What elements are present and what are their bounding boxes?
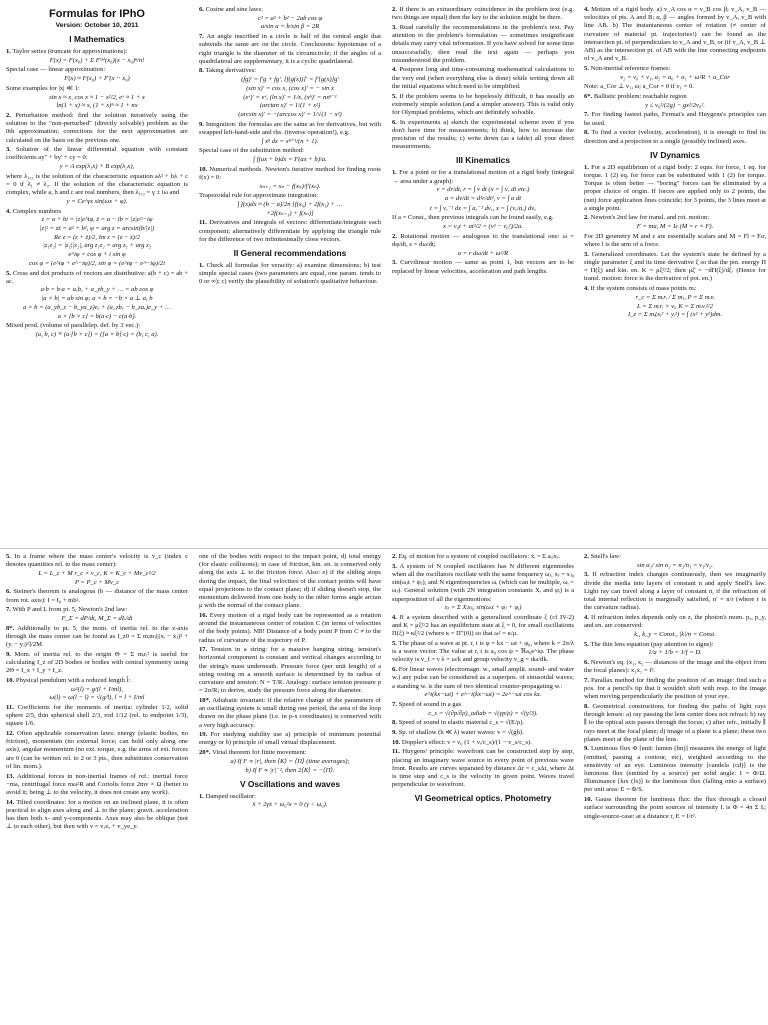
formula-item [392,614,574,639]
formula-line: a·b = b·a = aₓbₓ + a_yb_y + … = ab cos φ [40,286,154,294]
item-text: Speed of sound in a gas [398,700,462,708]
item-number: 6. [584,658,589,666]
section-heading-optics: VI Geometrical optics. Photometry [414,793,552,804]
formula-line: |a × b| = ab sin φ; a × b = −b × a ⊥ a, b [41,295,153,303]
item-number: 7. [584,676,589,684]
formula-item [584,251,766,284]
column-8 [584,553,766,1025]
formula-item [199,553,381,610]
formula-item [392,205,574,213]
item-text: Virial theorem for finite movement: [212,749,307,757]
item-text: With P and L from pt. 5, Newton's 2nd law: [12,606,128,614]
formula-item [392,259,574,275]
item-text: Numerical methods. Newton's iterative method for finding roots f(x) = 0: [199,165,381,181]
formula-item [392,701,574,718]
item-text: Gauss theorem for luminous flux: the flux through a closed surface surrounding the point sources of intensity Iᵢ is Φ = 4π Σ Iᵢ; single-source-case: at a distance r, E = I/r². [584,796,766,820]
item-number: 9. [584,745,589,753]
formula-item [6,677,188,703]
formula-line: P = P_c + Mv_c [74,578,120,586]
item-text: For linear waves (electromagn. w., small amplit. sound- and water w.) any pulse can be considered as a superpos. of sinusoidal waves; a standing w. is the sum of two identical counter-propagating w.: [392,666,574,690]
item-number: 17. [199,646,208,654]
item-number: 1. [392,169,397,177]
section-heading-math: I Mathematics [69,34,125,44]
item-number: 9. [199,120,204,128]
item-number: 18*. [199,696,211,704]
formula-line: ω²(l) = g/(l + I/ml), [71,685,123,693]
item-text: If refraction index changes continuously, then we imaginarily divide the media into layers of constant n and apply Snell's law. Light ray can travel along a layer of constant n, if the refraction of total internal reflection is marginally satisfied, n′ = n/r (where r is the curvature radius). [584,571,766,612]
formula-line: (eˣ)′ = eˣ, (ln x)′ = 1/x, (xⁿ)′ = nxⁿ⁻¹ [243,93,337,101]
sheet-bottom-half [0,548,768,1025]
item-text: Taylor series (truncate for approximations): [12,48,128,55]
document-version: Version: October 10, 2011 [55,22,139,29]
formula-item [199,166,381,191]
formula-item [6,588,188,604]
section-heading-oscillations: V Oscillations and waves [239,778,341,789]
formula-item [199,6,381,32]
formula-line: a × [b × c] = b(a·c) − c(a·b). [57,312,137,320]
item-text: Steiner's theorem is analogous (b — distance of the mass center from rot. axis): I = I₀ + mb². [6,588,188,604]
item-text: Physical pendulum with a reduced length l̃: [15,676,131,684]
item-text: Parallax method for finding the position of an image: find such a pos. for a pencil's tip that it wouldn't shift with resp. to the image when moving perpendicularly the position of your eye. [584,676,766,701]
item-number: 8*. [6,624,15,632]
item-text: Every motion of a rigid body can be represented as a rotation around the instantaneous center of rotation C (in terms of velocities of the body points). NB! Distance of a body point P from C ≠ to the radius of curvature of the trajectory of P. [199,611,381,644]
item-text: Doppler's effect: ν = ν₀ (1 + vᵢ/c_s)/(1 − v_s/c_s). [401,738,532,746]
column-items [6,48,188,339]
item-text: If a = Const., then previous integrals can be found easily, e.g. [392,214,554,222]
item-text: Newton's 2nd law for transl. and rot. motion: [590,214,710,222]
item-text: Derivatives and integrals of vectors: differentiate/integrate each component; alternatively differentiate by applying the triangle rule for the difference of two infinitesimally close vectors. [199,219,381,243]
formula-line: xⱼ = Σ Xᵢxⱼ₀ sin(ωᵢt + φⱼ + φᵢ) [444,604,522,612]
item-number: 11. [6,703,14,711]
column-items [6,553,188,832]
formula-line: a × b = (a_yb_z − b_ya_z)eₓ + (a_zbₓ − b_zaₓ)e_y + … [23,303,171,311]
formula-item [584,614,766,639]
item-text: Integration: the formulas are the same as for derivatives, but with swapped left-hand-side and rhs. (inverse operation!), e.g. [199,120,381,136]
formula-item [199,33,381,66]
item-number: 10. [392,738,401,746]
item-text: A system of N coupled oscillators has N different eigenmodes when all the oscillators oscillate with the same frequency ωⱼ, xⱼ = xⱼ₀ sin(ωⱼt + φⱼ), and N eigenfrequencies ωᵢ (which can be multiple, ωᵢ = ωⱼ). General solution (with 2N integration constants Xᵢ and φᵢ) is a superposition of all the eigenmotions: [392,562,574,603]
formula-line: e^iφ = cos φ + i sin φ [68,251,126,259]
item-text: Some examples for |x| ≪ 1: [6,84,80,92]
formula-item [392,719,574,727]
formula-line: y = Ce^γx sin(ωx + φ). [66,197,128,205]
formula-item [6,146,188,171]
item-text: For a point or for a translational motion of a rigid body (integral → area under a graph): [392,169,574,185]
item-text: Complex numbers [12,207,62,215]
item-number: 16. [199,611,208,619]
item-number: 5. [6,553,11,560]
formula-line: c_s = √(∂p/∂ρ)_adiab = √(γp/ρ) = √(γ/3). [428,709,538,717]
item-text: Tension in a string: for a massive hanging string, tension's horizontal component is constant and vertical changes according to the string's mass underneath. Pressure force (per unit length) of a string resting on a smooth surface is determined by its radius of curvature and tension: N = T/R. Analogy: surface tension pressure p = 2σ/R; to derive, study the pressure force along the diameter. [199,646,381,695]
item-number: 4. [584,613,589,621]
item-text: Tilted coordinates: for a motion on an inclined plane, it is often practical to align axes along and ⊥ to the plane; gravit. acceleration has then both x- and y-components. Axes may also be oblique (not ⊥ to each other), but then with v = vₓeₓ + v_ye_y. [6,798,188,831]
item-text: Mom. of inertia rel. to the origin Θ = Σ mᵢrᵢ² is useful for calculating I_z of 2D bodies or bodies with central symmetry using 2Θ = I_x + I_y + I_z. [6,650,188,675]
formula-item [199,121,381,146]
formula-item [392,748,574,789]
formula-line: L = Σ mᵢrᵢ × vᵢ, K = Σ mᵢvᵢ²/2 [637,302,713,310]
formula-item [392,553,574,561]
formula-item [6,112,188,145]
formula-line: 1/a + 1/b = 1/f = D. [648,649,702,657]
formula-line: (sin x)′ = cos x, (cos x)′ = − sin x [246,84,334,92]
formula-line: ln(1 + x) ≈ x, (1 + x)ⁿ ≈ 1 + nx [56,102,138,110]
item-number: 1. [199,792,204,800]
item-number: 14. [6,798,15,806]
formula-item [6,322,188,339]
formula-item [6,606,188,623]
item-text: The thin lens equation (pay attention to signs): [590,640,714,648]
item-number: 2. [392,6,397,13]
formula-line: a) If F ∝ |r|, then ⟨K⟩ = ⟨Π⟩ (time averages); [230,757,350,765]
item-text: Postpone long and time-consuming mathematical calculations to the very end (when everything else is done) while writing down all the initial equations which need to be simplified. [392,66,574,90]
formula-item [199,612,381,645]
item-text: where λ₁,₂ is the solution of the characteristic equation aλ² + bλ + c = 0 if λ₁ ≠ λ₂. If the solution of the characteristic equation is complex, while a, b and c are real numbers, then λ₁,₂ = γ ± iω and [6,172,188,197]
item-text: Special case of the substitution method: [199,147,304,155]
formula-item [392,169,574,203]
item-text: Special case — linear approximation: [6,66,106,74]
column-items [392,6,574,276]
formula-line: F_Σ = dP/dt, M_Σ = dL/dt [61,614,133,622]
formula-line: I_z = Σ mᵢ(xᵢ² + yᵢ²) = ∫ (x² + y²)dm. [627,311,723,319]
formula-item [6,85,188,111]
formula-item [584,164,766,213]
item-text: Curvilinear motion — same as point 1, but vectors are to be replaced by linear velocities, acceleration and path lengths. [392,259,574,275]
formula-line: z = a + bi = |z|e^iφ, z̄ = a − ib = |z|e^−iφ [41,216,153,224]
formula-item [6,48,188,65]
item-text: Damped oscillator: [205,792,256,800]
column-7 [392,553,574,1025]
item-number: 19. [199,731,208,739]
formula-item [6,730,188,771]
formula-line: F(x) ≈ F(x₀) + F′(x − x₀) [64,75,130,83]
item-number: 5. [584,640,589,648]
formula-item [199,67,381,119]
section-heading-general: II General recommendations [233,247,347,258]
item-number: 2. [392,553,397,560]
item-text: Eq. of motion for a system of coupled oscillators: ẍᵢ = Σ aᵢⱼxⱼ. [398,553,561,560]
item-number: 6. [199,6,204,13]
formula-item [392,6,574,22]
formula-item [392,666,574,699]
item-number: 7. [584,111,589,119]
formula-item [584,553,766,570]
formula-line: t = ∫ vₓ⁻¹ dx = ∫ aₓ⁻¹ dvₓ, x = ∫ (vₓ/aₓ) dvₓ [429,204,537,212]
formula-line: cos φ = (e^iφ + e^−iφ)/2, sin φ = (e^iφ − e^−iφ)/2i [29,259,165,267]
item-text: one of the bodies with respect to the impact point, d) total energy (for elastic collisions); in case of friction, kin. en. is conserved only along the axis ⊥ to the friction force. Also: e) if the sliding stops during the impact, the final velocities of the contact points will have equal projections to the contact plane; d) if sliding doesn't stop, the momentum delivered from one body to the other forms angle arctan μ with the normal of the contact plane. [199,553,381,610]
item-number: 2. [584,214,589,222]
formula-line: v₂ = v₀ + v₁, a₂ = a₀ + a₁ + ω²R + a_Cor [620,73,730,81]
formula-item [6,270,188,321]
item-text: Cosine and sine laws: [205,6,263,13]
formula-item [392,233,574,258]
column-6 [199,553,381,1025]
formula-item [584,285,766,319]
formula-line: ∫ xⁿ dx = xⁿ⁺¹/(n + 1). [261,137,319,145]
formula-item [199,262,381,287]
formula-line: xₙ₊₁ = xₙ − f(xₙ)/f′(xₙ). [259,182,321,190]
item-number: 10. [584,796,593,804]
item-text: Generalized coordinates. Let the system's state be defined by a single parameter ξ and its time derivative ξ̇ so that the pot. energy Π = Π(ξ) and kin. en. K = μξ̇²/2; then μξ̈ = −dΠ(ξ)/dξ. (Hence for transl. motion: force is the derivative of pot. en.) [584,250,766,283]
formula-item [392,66,574,91]
item-text: For finding fastest paths, Fermat's and Huygens's principles can be used. [584,111,766,127]
item-text: If there is an extraordinary coincidence in the problem text (e.g. two things are equal) then the key to the solution might be there. [392,6,574,22]
item-number: 6*. [584,93,593,101]
section-heading-dynamics: IV Dynamics [650,149,700,160]
formula-item [584,677,766,702]
formula-item [584,83,766,91]
item-number: 13. [6,772,15,780]
item-number: 3. [584,250,589,258]
item-number: 4. [584,6,589,13]
column-2 [199,6,381,544]
item-text: To find a vector (velocity, acceleration), it is enough to find its direction and a projection to a single (possibly inclined) axes. [584,129,766,145]
formula-line: |z₁z₂| = |z₁||z₂|, arg z₁z₂ = arg z₁ + arg z₂ [43,242,151,250]
formula-item [6,173,188,206]
formula-item [392,214,574,231]
formula-line: +2f(xₙ₋₁) + f(xₙ)] [266,209,314,217]
formula-line: kₓ, k_y = Const., |k|/n = Const. [634,630,716,638]
item-number: 5. [392,640,397,648]
document-title: Formulas for IPhO [49,8,145,20]
item-text: For a 2D equilibrium of a rigid body: 2 eqns. for force, 1 eq. for torque. 1 (2) eq. for force can be substituted with 1 (2) for torque. Torque is often better — "boring" forces can be eliminated by a proper choice of origin. If forces are applied only to 2 points, the (net) force application lines coincide; for 3 points, the 3 lines meet at a single point. [584,163,766,212]
formula-line: (arctan x)′ = 1/(1 + x²) [259,102,321,110]
formula-item [584,6,766,63]
formula-item [584,703,766,744]
item-text: Read carefully the recommendations in the problem's text. Pay attention to the problem's formulation — sometimes insignificant details may carry vital information. If you have solved for some time unsuccessfully, then read the text again — perhaps you misunderstood the problem. [392,23,574,64]
item-number: 20*. [199,749,211,757]
column-items [199,6,381,287]
item-text: If the system consists of mass points mᵢ: [590,285,697,293]
formula-item [6,66,188,83]
formula-item [6,651,188,676]
item-number: 8. [584,702,589,710]
formula-line: e^i(kx−ωt) + e^−i(kx−ωt) = 2e^−ωt cos kx. [424,691,542,699]
formula-line: sin α₁/ sin α₂ = n₂/n₁ = v₁/v₂. [636,561,714,569]
formula-line: c² = a² + b² − 2ab cos φ [257,14,323,22]
item-number: 3. [6,146,11,154]
item-text: Often applicable conservation laws: energy (elastic bodies, no friction), momentum (no external force; can hold only along one axis), angular momentum (no ext. torque, e.g. the arms of ext. forces are 0 (can be written rel. to 2 or 3 pts., then substitutes conservation of lin. mom.). [6,730,188,770]
column-3 [392,6,574,544]
item-text: Snell's law: [590,553,621,560]
item-number: 1. [584,163,589,171]
item-number: 10. [199,165,208,173]
formula-item [6,625,188,650]
formula-line: sin x ≈ x, cos x ≈ 1 − x²/2, eˣ ≈ 1 + x [49,93,145,101]
formula-line: r_c = Σ mᵢrᵢ / Σ mⱼ, P = Σ mᵢvᵢ [635,293,715,301]
formula-item [392,563,574,613]
formula-line: ∫ f(x)dx ≈ (b − a)/2n [f(x₀) + 2f(x₁) + … [237,200,343,208]
section-heading-kinematics: III Kinematics [456,155,510,166]
formula-item [392,729,574,737]
item-number: 5. [584,64,589,72]
formula-line: b) If F ∝ |r|⁻², then 2⟨K⟩ = −⟨Π⟩. [245,766,335,774]
item-number: 4. [584,285,589,293]
formula-item [584,659,766,675]
formula-line: ω(l) = ω(l̃ − l) = √(g/l̃), l̃ = l + I/ml [49,694,145,702]
formula-item [6,208,188,268]
item-number: 4. [392,613,397,621]
formula-item [584,111,766,127]
item-text: Taking derivatives: [205,67,257,75]
formula-item [584,214,766,231]
item-text: If refraction index depends only on z, the photon's mom. pₓ, p_y, and en. are conserved: [584,613,766,630]
formula-line: a/sin α = b/sin β = 2R [260,23,320,31]
formula-item [199,749,381,775]
formula-line: a = dv/dt = d²r/dt², v = ∫ a dt [444,195,522,203]
formula-item [584,129,766,145]
formula-line: y ≤ v₀²/(2g) − gx²/2v₀². [645,101,705,109]
item-number: 9. [6,650,11,658]
item-text: An angle inscribed in a circle is half of the central angle that subtends the same arc on the circle. Conclusions: hypotenuse of a right triangle is the diameter of its circumcircle; if the angles of a quadrilateral are supplementary, it is a cyclic quadrilateral. [199,33,381,65]
formula-line: (a, b, c) ≡ (a·[b × c]) = ([a × b]·c) = (b, c, a). [35,331,159,338]
column-4 [584,6,766,544]
formula-line: F(x) = F(x₀) + Σ F⁽ⁿ⁾(x₀)(x − x₀)ⁿ/n! [49,56,145,64]
item-number: 10. [6,676,15,684]
column-items [199,553,381,810]
formula-item [199,697,381,730]
item-text: In a frame where the mass center's velocity is v_c (index c denotes quantities rel. to the mass center): [6,553,188,569]
item-number: 11. [392,748,400,756]
item-text: Motion of a rigid body. a) v_A cos α = v_B cos β; v_A, v_B — velocities of pts. A and B; α, β — angles formed by v_A, v_B with line AB. b) The instantaneous center of rotation (≠ center of curvature of material pt. trajectories!) can be found as the intersection pt. of perpendiculars to v_A and v_B, or (if v_A, v_B ⊥ AB) as the intersection pt. of AB with the line connecting endpoints of v_A and v_B. [584,6,766,63]
item-text: Sp. of shallow (h ≪ λ) water waves: v = √(gh). [398,729,524,737]
item-text: Check all formulas for veracity: a) examine dimensions; b) test simple special cases (two parameters are equal, one param. tends to 0 or ∞); c) verify the plausibility of solution's qualitative behaviour. [199,261,381,286]
formula-line: y = A exp(λ₁x) + B exp(λ₂x), [59,163,135,171]
formula-line: L = L_c + M r_c × v_c, K = K_c + Mv_c²/2 [38,569,156,577]
item-number: 2. [392,232,397,240]
item-number: 9. [392,729,397,737]
item-number: 8. [584,129,589,137]
formula-item [199,793,381,810]
formula-item [6,553,188,587]
item-number: 2. [6,111,11,119]
formula-item [584,93,766,110]
item-text: In experiments a) sketch the experimental scheme even if you don't have time for measurements; b) think, how to increase the precision of the results; c) write down (as a table) all your direct measurements. [392,118,574,151]
item-number: 4. [392,66,397,74]
item-text: For studying stability use a) principle of minimum potential energy or b) principle of small virtual displacement. [199,731,381,747]
item-number: 3. [392,259,397,267]
item-text: Additionally to pt. 5, the mom. of inertia rel. to the z-axis through the mass center can be found as I_z0 = Σ mᵢmⱼ[(xᵢ − xⱼ)² + (yᵢ − yⱼ)²]/2M. [6,624,188,649]
item-text: Rotational motion — analogous to the translational one: ω = dφ/dt, ε = dω/dt; [392,232,574,249]
item-number: 12. [6,730,15,738]
item-text: Additional forces in non-inertial frames of ref.: inertial force −ma, centrifugal force mω²R and Coriolis force 2mv × Ω (better to avoid it; being ⊥ to the velocity, it does not create any work). [6,772,188,796]
formula-item [6,773,188,798]
item-number: 2. [584,553,589,560]
formula-line: ∫ f(ax + b)dx = F(ax + b)/a. [253,155,327,163]
formula-item [392,24,574,65]
formula-line: v = dr/dt, r = ∫ v dt (x = ∫ vₓ dt etc.) [436,186,530,194]
item-number: 6. [392,118,397,126]
formula-item [584,641,766,658]
item-number: 1. [6,48,11,55]
item-number: 5. [392,92,397,100]
formula-item [392,640,574,665]
formula-line: Re z = (z + z̄)/2, Im z = (z − z̄)/2 [54,233,140,241]
item-text: Geometrical constructions for finding the paths of light rays through lenses: a) ray passing the lens center does not refract; b) ray ∥ to the optical axis passes through the focus; c) after refr., initially ∥ rays meet at the focal plane; d) image of a plane is a plane; these two planes meet at the plane of the lens. [584,702,766,743]
item-number: 5. [6,269,11,277]
item-text: Huygens' principle: wavefront can be constructed step by step, placing an imaginary wave source in every point of previous wave front. Results are curves separated by distance Δr = c_sΔt, where Δt is time step and c_s is the velocity in given point. Waves travel perpendicular to wavefront. [392,748,574,789]
item-number: 1. [199,261,204,269]
formula-item [392,119,574,152]
formula-item [392,739,574,747]
item-number: 7. [6,606,11,614]
item-text: Note: a_Cor ⊥ v₁, ω; a_Cor = 0 if v₁ = 0. [584,83,694,91]
formula-item [199,147,381,164]
formula-item [199,192,381,218]
item-text: Mixed prod. (volume of parallelep. def. by 3 vec.): [6,322,141,330]
formula-item [6,704,188,729]
formula-item [6,799,188,832]
item-number: 3. [392,23,397,31]
formula-line: |z|² = zz̄ = a² + b², φ = arg z = arcsin(b/|z|) [39,225,155,233]
item-number: 8. [392,719,397,727]
formula-item [584,233,766,249]
column-items [584,553,766,821]
formula-line: x = v₀t + at²/2 = (v² − v₀²)/2a. [443,223,523,231]
item-text: Solution of the linear differential equation with constant coefficients ay″ + by′ + cy = 0: [6,146,188,162]
formula-item [392,93,574,118]
item-number: 11. [199,219,207,227]
item-text: The phase of a wave at pt. r, t is φ = kx − ωt + φ₀, where k = 2π/λ is a wave vector. The value at r, t is a₀ cos φ = ℜa₀e^iφ. The phase velocity is v_f = ν λ = ω/k and group velocity v_g = dω/dk. [392,640,574,664]
item-text: Coefficients for the moments of inertia: cylinder 1/2, solid sphere 2/5, thin spherical shell 2/3, rod 1/12 (rel. to endpoint 1/3), square 1/6. [6,703,188,728]
formula-item [584,796,766,821]
item-text: For 2D geometry M and ε are essentially scalars and M = Fl = Fₜr, where l is the arm of a force. [584,232,766,249]
formula-line: (arcsin x)′ = −(arccos x)′ = 1/√(1 − x²) [238,110,342,118]
item-text: Luminous flux Φ [unit: lumen (lm)] measures the energy of light (emitted, passing a contour, etc), weighted according to the sensitivity of an eye. Luminous intensity [candela (cd)] is the luminous flux (emitted by a source) per solid angle: I = Φ/Ω. Illuminance [lux (lx)] is the luminous flux (falling onto a surface) per unit area: E = Φ/S. [584,745,766,794]
item-text: If a system described with a generalized coordinate ξ (cf IV-2) and K = μξ̇²/2 has an equilibrium state at ξ = 0, for small oscillations Π(ξ) ≈ κξ²/2 (where κ = Π″(0)) so that ω² = κ/μ. [392,613,574,638]
column-1 [6,6,188,544]
item-text: Non-inertial reference frames: [590,64,671,72]
item-number: 6. [6,588,11,596]
item-number: 7. [392,700,397,708]
item-number: 3. [584,571,589,579]
formula-item [584,571,766,612]
formula-line: (fg)′ = f′g + fg′, [f(g(x))]′ = f′[g(x)]g′ [241,76,339,84]
item-number: 4. [6,207,11,215]
item-text: If the problem seems to be hopelessly difficult, it has usually an extremely simple solution (and a simpler answer). This is valid only for Olympiad problems, which are definitely solvable. [392,92,574,116]
column-items [584,6,766,319]
item-text: Speed of sound in elastic material c_s = √(E/ρ). [398,719,525,727]
formula-item [584,745,766,794]
column-5 [6,553,188,1025]
formula-line: F = ma, M = Iε (M = r × F). [636,223,714,231]
item-text: Adiabatic invariant: if the relative change of the parameters of an oscillating system is small during one period, the area of the loop drawn on the phase plane (i.e. in p-x coordinates) is conserved with a very high accuracy. [199,696,381,729]
item-number: 3. [392,562,397,570]
item-number: 6. [392,666,397,674]
formula-item [584,65,766,82]
item-text: Cross and dot products of vectors are distributive: a(b + c) = ab + ac. [6,269,188,285]
item-text: Ballistic problem: reachable region [593,93,687,101]
formula-item [199,731,381,747]
item-text: Perturbation method: find the solution iteratively using the solution to the "non-perturbed" (directly solvable) problem as the 0th approximation; corrections for the next approximation are calculated on the basis on the previous one. [6,111,188,144]
formula-line: a = r dω/dt + ω²/R [457,249,509,257]
formula-item [199,646,381,695]
formula-line: ẍ + 2γẋ + ω₀²x = 0 (γ < ω₀). [252,801,328,809]
item-text: Newton's eq. (x₁, x₂ — distances of the image and the object from the focal planes): x₁x₂ = f². [584,658,766,675]
item-number: 7. [199,33,204,41]
item-number: 8. [199,67,204,75]
formula-item [199,219,381,244]
item-text: Trapezoidal rule for approximate integration: [199,192,319,200]
column-items [392,553,574,804]
